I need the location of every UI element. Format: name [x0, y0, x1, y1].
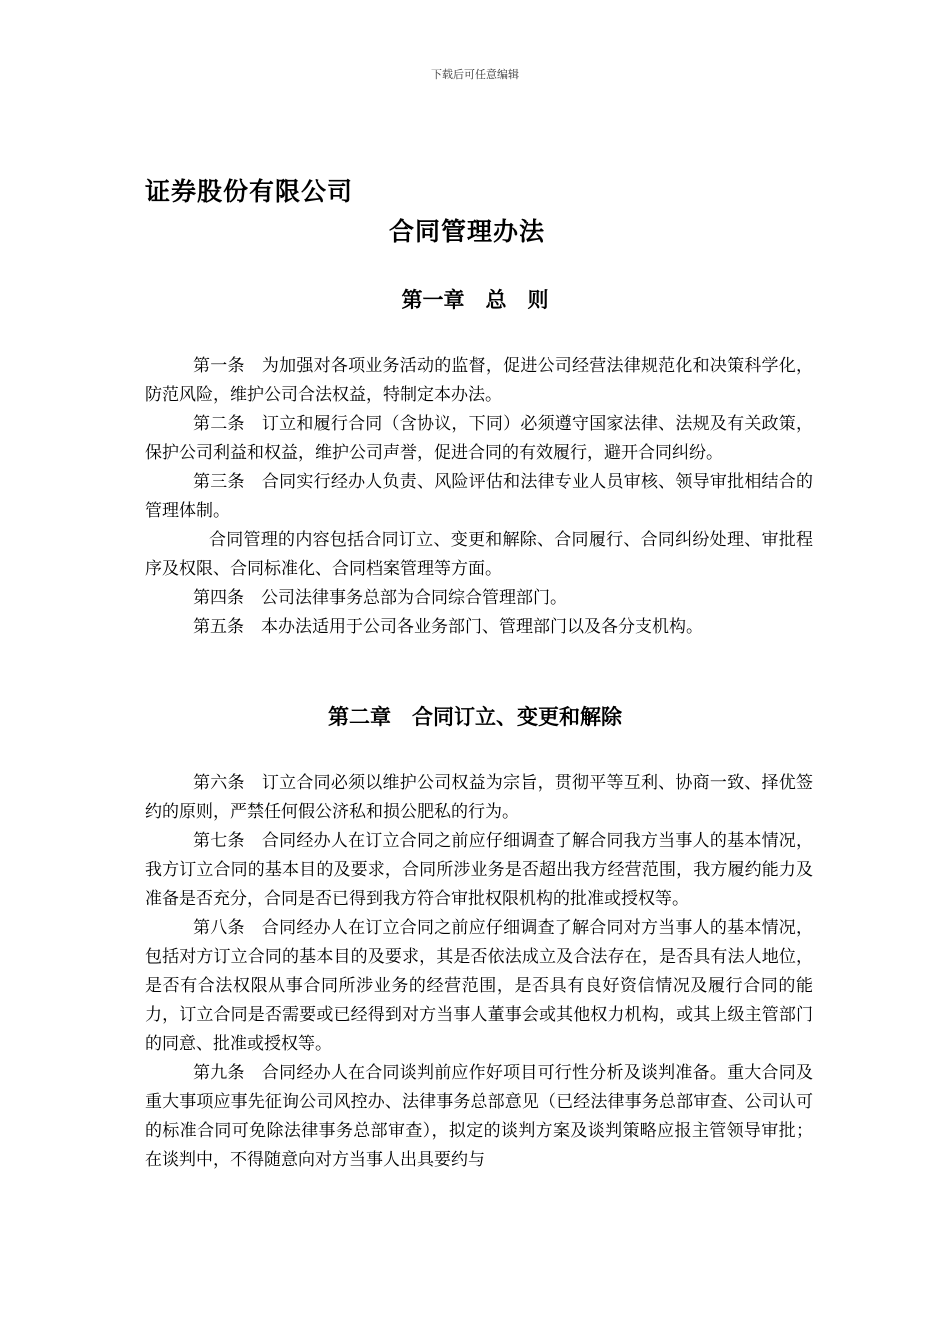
- article-text: 合同实行经办人负责、风险评估和法律专业人员审核、领导审批相结合的管理体制。: [145, 472, 814, 521]
- article-text: 为加强对各项业务活动的监督，促进公司经营法律规范化和决策科学化，防范风险，维护公司合法权益，特制定本办法。: [145, 356, 814, 405]
- article-paragraph: [145, 1059, 813, 1175]
- article-number: 第八条: [193, 918, 245, 938]
- article-text: 合同经办人在订立合同之前应仔细调查了解合同对方当事人的基本情况，包括对方订立合同的基本目的及要求，其是否依法成立及合法存在，是否具有法人地位，是否有合法权限从事合同所涉业务的经营范围，是否具有良好资信情况及履行合同的能力，订立合同是否需要或已经得到对方当事人董事会或其他权力机构，或其上级主管部门的同意、批准或授权等。: [145, 918, 814, 1054]
- company-name: 证券股份有限公司: [145, 177, 354, 206]
- article-paragraph: [145, 526, 813, 584]
- article-paragraph: [145, 769, 813, 827]
- article-paragraph: [145, 914, 813, 1059]
- article-paragraph: [145, 410, 813, 468]
- page-header-note: 下载后可任意编辑: [431, 68, 519, 81]
- article-text: 合同经办人在订立合同之前应仔细调查了解合同我方当事人的基本情况，我方订立合同的基本目的及要求，合同所涉业务是否超出我方经营范围，我方履约能力及准备是否充分，合同是否已得到我方符合审批权限机构的批准或授权等。: [145, 831, 814, 909]
- article-number: 第四条: [193, 588, 244, 608]
- article-number: 第一条: [193, 356, 245, 376]
- article-number: 第六条: [193, 773, 245, 793]
- article-text: 本办法适用于公司各业务部门、管理部门以及各分支机构。: [261, 617, 703, 637]
- article-number: 第七条: [193, 831, 245, 851]
- article-text: 订立合同必须以维护公司权益为宗旨，贯彻平等互利、协商一致、择优签约的原则，严禁任何假公济私和损公肥私的行为。: [145, 773, 814, 822]
- article-paragraph: [145, 468, 813, 526]
- chapter-body: [145, 352, 813, 642]
- chapter-body: [145, 769, 813, 1175]
- article-paragraph: [145, 584, 813, 613]
- article-text: 合同管理的内容包括合同订立、变更和解除、合同履行、合同纠纷处理、审批程序及权限、合同标准化、合同档案管理等方面。: [145, 530, 813, 579]
- article-number: 第九条: [193, 1063, 245, 1083]
- article-paragraph: [145, 613, 813, 642]
- article-paragraph: [145, 352, 813, 410]
- chapter-heading: 第一章 总 则: [401, 288, 549, 312]
- article-text: 合同经办人在合同谈判前应作好项目可行性分析及谈判准备。重大合同及重大事项应事先征询公司风控办、法律事务总部意见（已经法律事务总部审查、公司认可的标准合同可免除法律事务总部审查），拟定的谈判方案及谈判策略应报主管领导审批；在谈判中，不得随意向对方当事人出具要约与: [145, 1063, 814, 1170]
- article-paragraph: [145, 827, 813, 914]
- article-text: 订立和履行合同（含协议，下同）必须遵守国家法律、法规及有关政策，保护公司利益和权益，维护公司声誉，促进合同的有效履行，避开合同纠纷。: [145, 414, 814, 463]
- document-title: 合同管理办法: [389, 217, 546, 246]
- article-number: 第二条: [193, 414, 245, 434]
- article-number: 第三条: [193, 472, 245, 492]
- article-text: 公司法律事务总部为合同综合管理部门。: [261, 588, 567, 608]
- chapter-heading: 第二章 合同订立、变更和解除: [328, 705, 622, 729]
- article-number: 第五条: [193, 617, 244, 637]
